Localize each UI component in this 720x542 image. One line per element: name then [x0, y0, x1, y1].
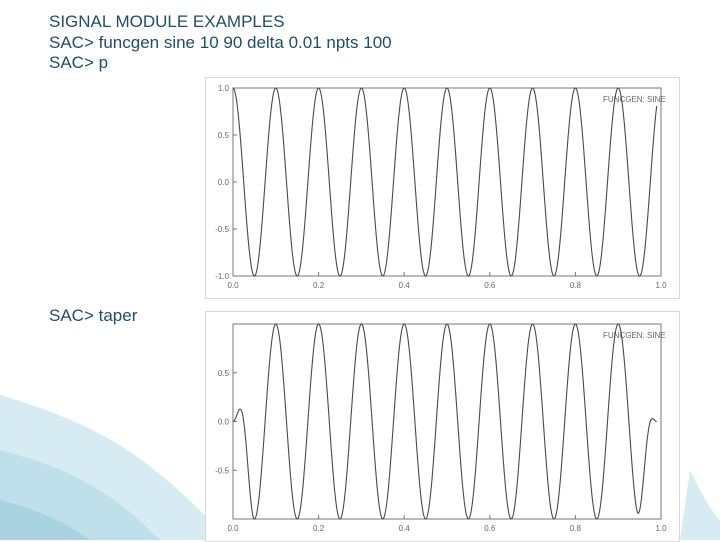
y-tick-label: 0.0	[217, 417, 229, 427]
y-tick-label: -1.0	[215, 272, 229, 281]
x-tick-label: 0.6	[484, 524, 496, 533]
x-tick-label: 0.4	[398, 281, 410, 290]
slide-text-block	[49, 12, 392, 74]
x-tick-label: 0.0	[227, 524, 239, 533]
plot-sine-original	[205, 77, 680, 299]
command-funcgen: SAC> funcgen sine 10 90 delta 0.01 npts 100	[49, 32, 392, 52]
command-plot: SAC> p	[49, 53, 109, 72]
y-tick-label: 0.0	[217, 178, 229, 187]
y-tick-label: -0.5	[215, 466, 229, 476]
x-tick-label: 0.8	[569, 281, 581, 290]
plot-sine-original-svg	[206, 78, 679, 298]
x-tick-label: 0.6	[484, 281, 496, 290]
slide-title: SIGNAL MODULE EXAMPLES	[49, 12, 285, 31]
command-taper: SAC> taper	[49, 306, 138, 325]
plot-frame	[233, 88, 661, 276]
sine-trace-line	[233, 88, 657, 276]
plot-sine-tapered-svg	[206, 312, 679, 541]
x-tick-label: 0.2	[313, 281, 325, 290]
sine-trace-line	[233, 324, 657, 519]
plot-sine-tapered	[205, 311, 680, 542]
x-tick-label: 0.0	[227, 281, 239, 290]
x-tick-label: 1.0	[655, 524, 667, 533]
plot-name-label: FUNCGEN: SINE	[603, 95, 666, 104]
x-tick-label: 0.2	[313, 524, 325, 533]
y-tick-label: 1.0	[217, 84, 229, 93]
plot-name-label: FUNCGEN: SINE	[603, 331, 666, 340]
x-tick-label: 1.0	[655, 281, 667, 290]
y-tick-label: -0.5	[215, 225, 229, 234]
x-tick-label: 0.4	[398, 524, 410, 533]
y-tick-label: 0.5	[217, 368, 229, 378]
x-tick-label: 0.8	[569, 524, 581, 533]
y-tick-label: 0.5	[217, 131, 229, 140]
plot-frame	[233, 324, 661, 519]
